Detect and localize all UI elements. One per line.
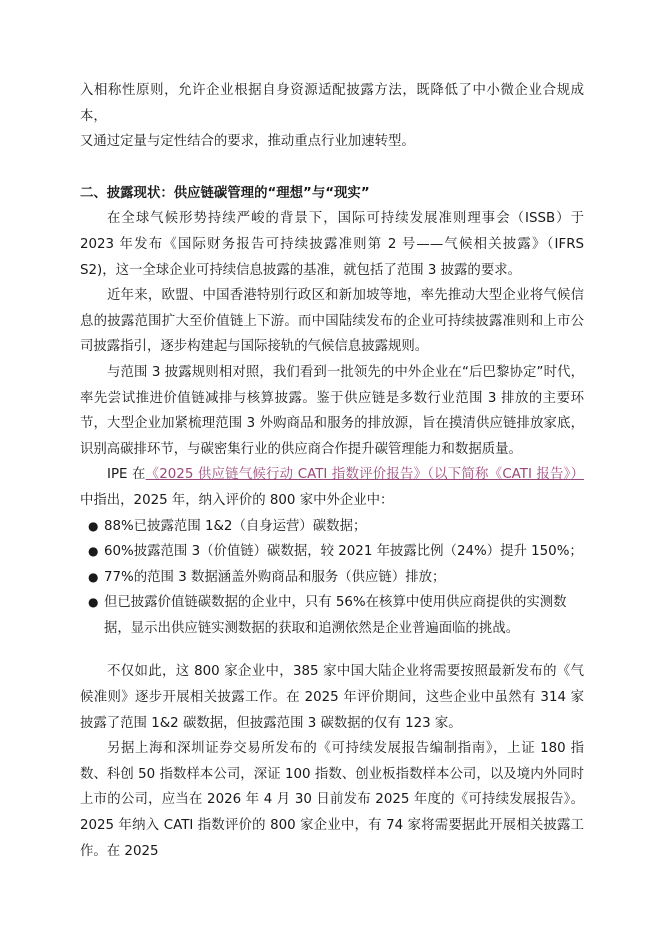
list-item xyxy=(80,539,584,565)
list-item-text: 77%的范围 3 数据涵盖外购商品和服务（供应链）排放； xyxy=(104,569,446,585)
list-item-text: 60%披露范围 3（价值链）碳数据，较 2021 年披露比例（24%）提升 150%； xyxy=(104,544,583,560)
cati-prefix: IPE 在 xyxy=(107,467,146,483)
paragraph-cati xyxy=(80,462,584,513)
bullet-icon: ● xyxy=(88,569,99,584)
list-item-text: 但已披露价值链碳数据的企业中，只有 56%在核算中使用供应商提供的实测数据，显示出供应链实测数据的获取和追溯依然是企业普遍面临的挑战。 xyxy=(104,595,567,636)
findings-list xyxy=(80,514,584,642)
bullet-icon: ● xyxy=(88,544,99,559)
bullet-icon: ● xyxy=(88,595,99,610)
intro-line-2: 又通过定量与定性结合的要求，推动重点行业加速转型。 xyxy=(80,134,415,150)
cati-report-link[interactable]: 《2025 供应链气候行动 CATI 指数评价报告》（以下简称《CATI 报告》） xyxy=(145,467,584,483)
paragraph-issb: 在全球气候形势持续严峻的背景下，国际可持续发展准则理事会（ISSB）于 2023 年发布《国际财务报告可持续披露准则第 2 号——气候相关披露》（IFRS S2)，这一全球企业可持续信息披露的基准，就包括了范围 3 披露的要求。 xyxy=(80,211,584,278)
bullet-icon: ● xyxy=(88,518,99,533)
list-item xyxy=(80,514,584,540)
paragraph-exchanges: 另据上海和深圳证券交易所发布的《可持续发展报告编制指南》，上证 180 指数、科创 50 指数样本公司，深证 100 指数、创业板指数样本公司，以及境内外同时上市的公司，应当在 2026 年 4 月 30 日前发布 2025 年度的《可持续发展报告》。2025 年纳入 CATI 指数评价的 800 家企业中，有 74 家将需要据此开展相关披露工作。在 2025 xyxy=(80,741,584,859)
cati-suffix: 中指出，2025 年，纳入评价的 800 家中外企业中： xyxy=(80,492,394,508)
paragraph-mainland: 不仅如此，这 800 家企业中，385 家中国大陆企业将需要按照最新发布的《气候准则》逐步开展相关披露工作。在 2025 年评价期间，这些企业中虽然有 314 家披露了范围 1&2 碳数据，但披露范围 3 碳数据的仅有 123 家。 xyxy=(80,664,584,731)
paragraph-scope3: 与范围 3 披露规则相对照，我们看到一批领先的中外企业在“后巴黎协定”时代，率先尝试推进价值链减排与核算披露。鉴于供应链是多数行业范围 3 排放的主要环节，大型企业加紧梳理范围 3 外购商品和服务的排放源，旨在摸清供应链排放家底，识别高碳排环节，与碳密集行业的供应商合作提升碳管理能力和数据质量。 xyxy=(80,364,584,457)
document-body xyxy=(80,78,584,864)
paragraph-regions: 近年来，欧盟、中国香港特别行政区和新加坡等地，率先推动大型企业将气候信息的披露范围扩大至价值链上下游。而中国陆续发布的企业可持续披露准则和上市公司披露指引，逐步构建起与国际接轨的气候信息披露规则。 xyxy=(80,288,584,355)
intro-line-1: 入相称性原则，允许企业根据自身资源适配披露方法，既降低了中小微企业合规成本， xyxy=(80,83,584,124)
list-item xyxy=(80,590,584,641)
list-item-text: 88%已披露范围 1&2（自身运营）碳数据； xyxy=(104,518,367,534)
section-heading: 二、披露现状：供应链碳管理的“理想”与“现实” xyxy=(80,185,370,201)
list-item xyxy=(80,565,584,591)
